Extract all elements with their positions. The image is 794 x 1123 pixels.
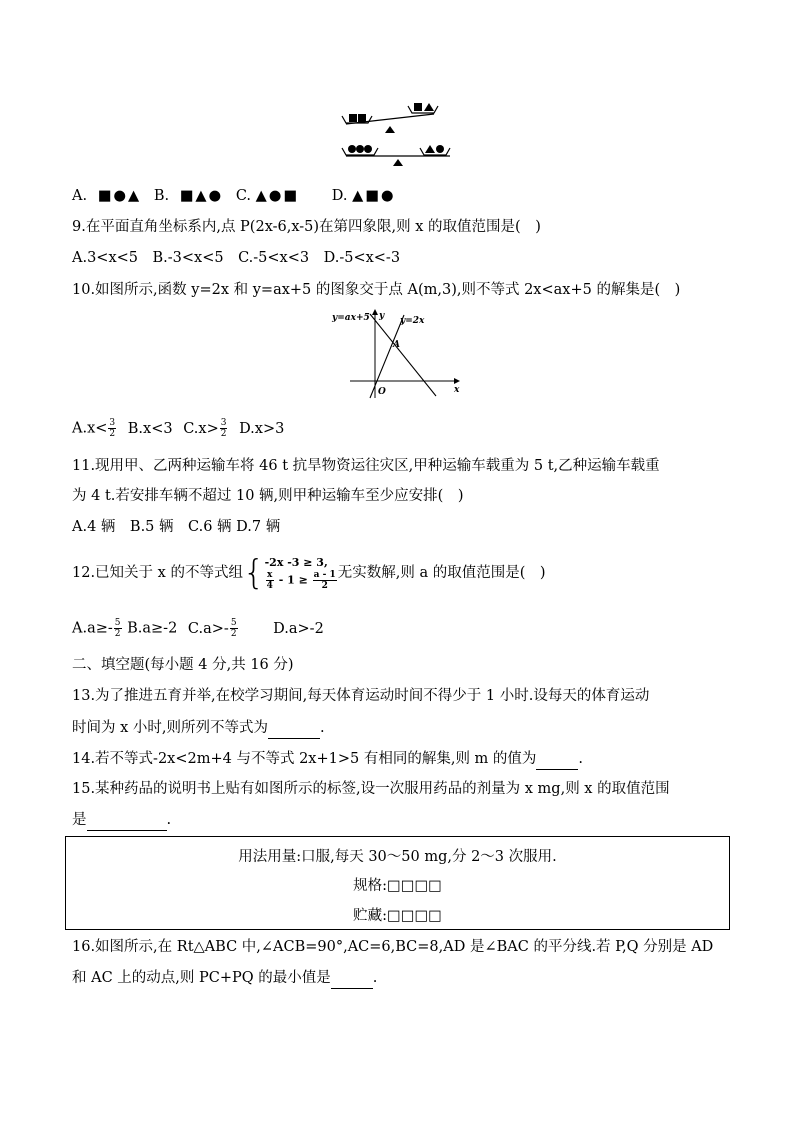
q12-suffix: 无实数解,则 a 的取值范围是( ) [337, 565, 546, 581]
frac-num: 5 [114, 618, 121, 628]
graph-origin: O [378, 387, 386, 397]
balance-scale-figure [338, 96, 462, 168]
ineq2-right-fraction [313, 570, 337, 591]
system-brace: { [242, 553, 265, 593]
q8-option-a-shapes: ■●▲ [97, 188, 142, 204]
q8-option-c-letter: C. [235, 188, 252, 204]
q15-line2-text: 是 [72, 812, 87, 828]
q12-opt-a-fraction [114, 618, 122, 639]
frac-num: 3 [109, 418, 116, 428]
frac-den: 2 [230, 629, 237, 639]
frac-num: 5 [230, 618, 237, 628]
q16-line2 [72, 968, 377, 989]
q8-options [72, 186, 396, 206]
q16-end: . [372, 970, 378, 986]
q10-opt-a-prefix: A.x< [72, 420, 108, 437]
q11-line2: 为 4 t.若安排车辆不超过 10 辆,则甲种运输车至少应安排( ) [72, 488, 464, 504]
section-heading-fill-blank: 二、填空题(每小题 4 分,共 16 分) [72, 657, 294, 673]
q10-opt-d: D.x>3 [239, 420, 285, 437]
q8-option-d-shapes: ▲■● [352, 188, 396, 204]
frac-num: 3 [220, 418, 227, 428]
q12-prefix: 12.已知关于 x 的不等式组 [72, 565, 243, 581]
q12-opt-c-fraction [230, 618, 238, 639]
q12-opt-c-prefix: C.a>- [187, 620, 229, 637]
answer-blank[interactable] [331, 968, 373, 989]
q14-text: 14.若不等式-2x<2m+4 与不等式 2x+1>5 有相同的解集,则 m 的值为 [72, 751, 537, 767]
q10-opt-c-prefix: C.x> [183, 420, 219, 437]
inequality-2 [265, 570, 338, 591]
answer-blank[interactable] [87, 810, 167, 831]
q12-options [72, 618, 324, 639]
label-usage: 用法用量:口服,每天 30～50 mg,分 2～3 次服用. [238, 849, 557, 865]
q12-opt-d: D.a>-2 [273, 620, 324, 637]
frac-num: x [267, 569, 273, 580]
frac-den: 2 [109, 429, 116, 439]
label-storage: 贮藏:□□□□ [353, 908, 442, 924]
graph-label-line2: y=2x [400, 316, 425, 326]
q8-option-b-shapes: ■▲● [179, 188, 224, 204]
inequality-system [265, 556, 338, 591]
q12-stem [72, 554, 546, 592]
label-spec: 规格:□□□□ [353, 878, 442, 894]
medicine-label-box [65, 836, 730, 930]
q15-line1: 15.某种药品的说明书上贴有如图所示的标签,设一次服用药品的剂量为 x mg,则 x 的取值范围 [72, 781, 670, 797]
q13-line2 [72, 718, 325, 739]
q9-stem: 9.在平面直角坐标系内,点 P(2x-6,x-5)在第四象限,则 x 的取值范围是( ) [72, 219, 541, 235]
q12-opt-a-prefix: A.a≥- [72, 620, 113, 637]
frac-num: a - 1 [313, 569, 336, 580]
q9-options: A.3<x<5 B.-3<x<5 C.-5<x<3 D.-5<x<-3 [72, 250, 401, 266]
q10-opt-c-fraction [220, 418, 228, 439]
q15-end: . [166, 812, 172, 828]
q10-stem: 10.如图所示,函数 y=2x 和 y=ax+5 的图象交于点 A(m,3),则不等式 2x<ax+5 的解集是( ) [72, 282, 681, 298]
frac-den: 2 [114, 629, 121, 639]
graph-axis-x: x [454, 385, 460, 395]
q16-line1: 16.如图所示,在 Rt△ABC 中,∠ACB=90°,AC=6,BC=8,AD 是∠BAC 的平分线.若 P,Q 分别是 AD [72, 939, 714, 955]
q11-line1: 11.现用甲、乙两种运输车将 46 t 抗旱物资运往灾区,甲种运输车载重为 5 t,乙种运输车载重 [72, 458, 660, 474]
graph-axis-y: y [379, 311, 385, 321]
q10-function-graph [330, 306, 466, 402]
q10-opt-b: B.x<3 [127, 420, 173, 437]
q8-option-c-shapes: ▲●■ [255, 188, 300, 204]
q8-option-b-letter: B. [153, 188, 170, 204]
q16-line2-text: 和 AC 上的动点,则 PC+PQ 的最小值是 [72, 970, 331, 986]
q13-line2-text: 时间为 x 小时,则所列不等式为 [72, 720, 269, 736]
q14-line [72, 749, 583, 770]
inequality-1: -2x -3 ≥ 3, [264, 555, 328, 569]
q13-line1: 13.为了推进五育并举,在校学习期间,每天体育运动时间不得少于 1 小时.设每天的体育运动 [72, 688, 650, 704]
ineq2-left-fraction [266, 570, 274, 591]
frac-den: 2 [321, 580, 328, 591]
q14-end: . [578, 751, 584, 767]
q13-end: . [320, 720, 325, 736]
q10-opt-a-fraction [108, 418, 116, 439]
answer-blank[interactable] [268, 718, 320, 739]
q8-option-d-letter: D. [331, 188, 348, 204]
answer-blank[interactable] [536, 749, 578, 770]
q10-options [72, 418, 284, 439]
frac-den: 4 [266, 580, 273, 591]
q8-option-a-letter: A. [72, 188, 88, 204]
graph-label-line1: y=ax+5 [332, 313, 370, 323]
frac-den: 2 [220, 429, 227, 439]
q12-opt-b: B.a≥-2 [127, 620, 178, 637]
q15-line2 [72, 810, 171, 831]
graph-point-a: A [393, 340, 400, 350]
balance-top [342, 103, 438, 133]
balance-bottom [342, 145, 450, 166]
q11-options: A.4 辆 B.5 辆 C.6 辆 D.7 辆 [72, 519, 281, 535]
ineq2-mid: - 1 ≥ [274, 573, 312, 586]
